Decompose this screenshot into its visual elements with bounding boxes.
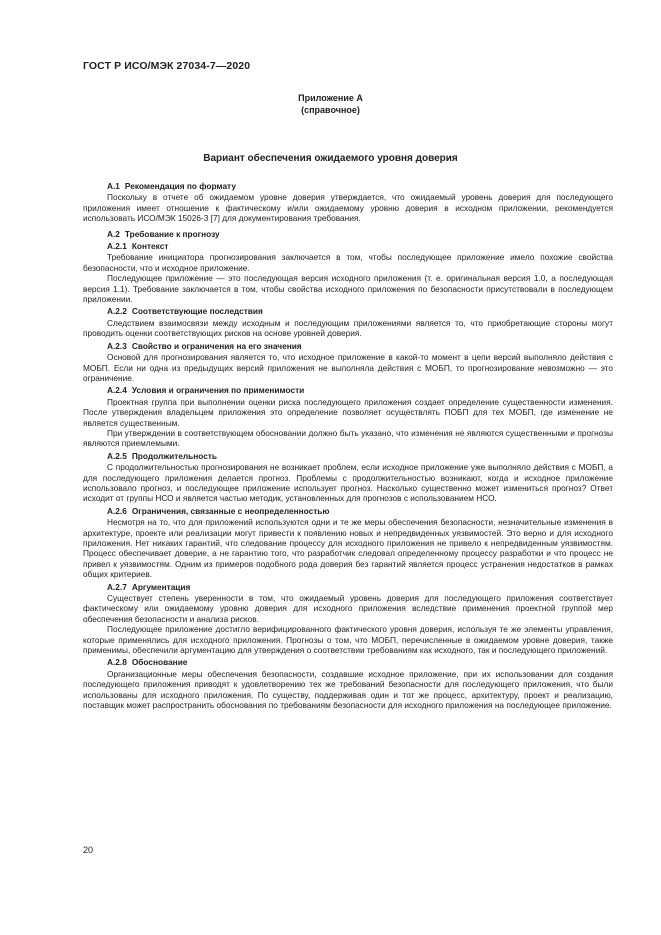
page-number: 20	[83, 845, 94, 855]
paragraph: Требование инициатора прогнозирования заключается в том, чтобы последующее приложение имело похожие свойства безопасности, что и исходное приложение.	[83, 252, 613, 273]
paragraph: Несмотря на то, что для приложений используются одни и те же меры обеспечения безопасности, незначительные изменения в архитектуре, проекте или реализации могут привести к появлению новых и непредвиденных уязвимостей. Это верно и для исходного приложения. Нет никаких гарантий, что следование процессу для исходного приложения не привело к непредвиденным уязвимостям. Процесс обеспечивает доверие, а не гарантию того, что разработчик следовал определенному процессу разработки и что процесс не привел к уязвимостям. Одним из примеров подобного рода доверия без гарантий является процесс устранения недостатков в рамках общих критериев.	[83, 517, 613, 580]
section-title: Требование к прогнозу	[124, 228, 220, 239]
section-title: Аргументация	[131, 581, 191, 592]
section-number: А.2.7	[107, 581, 127, 592]
annex-subtitle: (справочное)	[301, 104, 360, 115]
section-title: Условия и ограничения по применимости	[131, 385, 305, 396]
paragraph: Последующее приложение достигло верифицированного фактического уровня доверия, используя те же элементы управления, которые применялись для исходного приложения. Прогнозы о том, что МОБП, перечисленные в ожидаемом уровне доверия, также применимы, обеспечили аргументацию для утверждения о соответствии требованиям как исходного, так и последующего приложений.	[83, 624, 613, 656]
section-heading	[83, 241, 613, 251]
annex-heading	[0, 93, 661, 116]
document-title: Вариант обеспечения ожидаемого уровня доверия	[203, 153, 458, 164]
section-title: Обоснование	[131, 657, 188, 668]
section-heading	[83, 341, 613, 351]
section-heading	[83, 506, 613, 516]
section-number: А.2.5	[107, 450, 127, 461]
page-header-standard: ГОСТ Р ИСО/МЭК 27034-7—2020	[83, 60, 251, 72]
document-body	[83, 176, 613, 711]
section-number: А.2.3	[107, 340, 127, 351]
section-heading	[83, 306, 613, 316]
section-number: А.2.6	[107, 505, 127, 516]
paragraph: Последующее приложение — это последующая версия исходного приложения (т. е. оригинальная версия 1.0, а последующая версия 1.1). Требование заключается в том, чтобы свойства исходного приложения по безопасности присутствовали в последующем приложении.	[83, 273, 613, 305]
section-title: Свойство и ограничения на его значения	[131, 340, 302, 351]
section-heading	[83, 229, 613, 239]
section-title: Продолжительность	[131, 450, 218, 461]
paragraph: Поскольку в отчете об ожидаемом уровне доверия утверждается, что ожидаемый уровень доверия для последующего приложения имеет отношение к фактическому и/или ожидаемому уровню доверия в исходном приложении, рекомендуется использовать ИСО/МЭК 15026-3 [7] для документирования требования.	[83, 192, 613, 224]
section-number: А.2.1	[107, 241, 127, 252]
section-title: Ограничения, связанные с неопределенностью	[131, 505, 330, 516]
section-title: Соответствующие последствия	[131, 306, 263, 317]
section-number: А.2.8	[107, 657, 127, 668]
paragraph: Существует степень уверенности в том, что ожидаемый уровень доверия для последующего приложения соответствует фактическому или ожидаемому уровню доверия для исходного приложения вследствие применения проектной группой мер обеспечения безопасности и анализа рисков.	[83, 593, 613, 624]
section-heading	[83, 582, 613, 592]
section-number: А.2.4	[107, 385, 127, 396]
section-heading	[83, 657, 613, 667]
annex-title: Приложение А	[298, 93, 363, 103]
section-number: А.2	[107, 228, 120, 239]
paragraph: Основой для прогнозирования является то, что исходное приложение в какой-то момент в цепи версий выполняло действия с МОБП. Если ни одна из предыдущих версий приложения не выполняла действия с МОБП, то прогнозирование невозможно — это ограничение.	[83, 352, 613, 383]
paragraph: Организационные меры обеспечения безопасности, создавшие исходное приложение, при их использовании для создания последующего приложения приводят к удовлетворению тех же требований безопасности для последующего приложения, что были использованы для исходного приложения. По существу, поддерживая один и тот же процесс, архитектуру, проект и реализацию, поставщик может распространить обоснования по требованиям безопасности для исходного приложения на последующее приложение.	[83, 668, 613, 711]
section-title: Контекст	[131, 241, 169, 252]
paragraph: С продолжительностью прогнозирования не возникает проблем, если исходное приложение уже выполняло действия с МОБП, а для последующего приложения делается прогноз. Проблемы с продолжительностью возникают, когда и исходное приложение использовало прогноз, и последующее приложение использует прогноз. Насколько существенно может измениться прогноз? Ответ исходит от группы НСО и является частью методик, установленных для прогнозов с использованием НСО.	[83, 462, 613, 504]
section-number: А.1	[107, 181, 120, 191]
section-heading	[83, 181, 613, 191]
section-heading	[83, 451, 613, 461]
paragraph: При утверждении в соответствующем обосновании должно быть указано, что изменения не являются существенными и прогнозы являются приемлемыми.	[83, 427, 613, 449]
section-heading	[83, 385, 613, 395]
paragraph: Следствием взаимосвязи между исходным и последующим приложениями является то, что приобретающие стороны могут проводить оценки соответствующих рисков на основе уровней доверия.	[83, 317, 613, 339]
paragraph: Проектная группа при выполнении оценки риска последующего приложения создает определение существенности изменения. После утверждения владельцем приложения это определение позволяет осуществлять ПОБП для тех МОБП, где изменение не является существенным.	[83, 396, 613, 428]
section-title: Рекомендация по формату	[124, 181, 236, 191]
section-number: А.2.2	[107, 306, 127, 317]
